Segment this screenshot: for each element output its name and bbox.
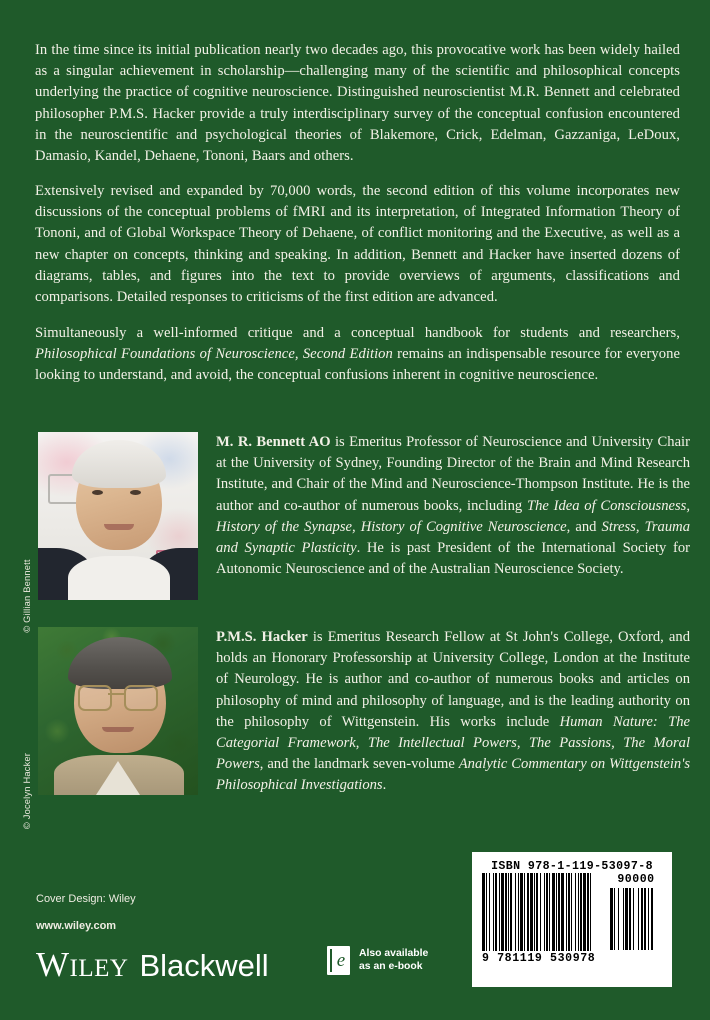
portrait-eye-left — [92, 490, 103, 495]
bio-bennett-part3: . He is past President of the International Society for Autonomic Neuroscience and of the Australian Neuroscience Society. — [216, 540, 691, 578]
barcode-addon — [610, 873, 662, 951]
book-title-italic: Philosophical Foundations of Neuroscience, Second Edition — [35, 346, 393, 363]
blurb-paragraph-2: Extensively revised and expanded by 70,000 words, the second edition of this volume incorporates new discussions of the conceptual problems of fMRI and its interpretation, of Integrated Information Theory of Tononi, and of Global Workspace Theory of Dehaene, of conflict monitoring and the Executive, as well as a new chapter on concepts, thinking and speaking. In addition, Bennett and Hacker have inserted dozens of diagrams, tables, and figures into the text to provide overviews of arguments, classifications and comparisons. Detailed responses to criticisms of the first edition are advanced. — [35, 183, 680, 306]
publisher-logo-blackwell: Blackwell — [139, 948, 269, 983]
bio-text-hacker — [198, 627, 690, 797]
ebook-icon — [327, 946, 350, 975]
bio-hacker-part3: . — [382, 777, 387, 794]
blurb-paragraph-1: In the time since its initial publication nearly two decades ago, this provocative work has been widely hailed as a singular achievement in scholarship—challenging many of the scientific and philosophical concepts underlying the practice of cognitive neuroscience. Distinguished neuroscientist M.R. Bennett and celebrated philosopher P.M.S. Hacker provide a truly interdisciplinary survey of the conceptual confusion encountered in the neuroscientific and psychological theories of Blakemore, Crick, Edelman, Gazzaniga, LeDoux, Damasio, Kandel, Dehaene, Tononi, Baars and others. — [35, 42, 680, 165]
blurb-p3-text-after: remains an indispensable resource for everyone looking to understand, and avoid, the conceptual confusions inherent in cognitive neuroscience. — [35, 346, 680, 384]
barcode-digits: 9 781119 530978 — [482, 952, 596, 965]
bio-hacker-part1: is Emeritus Research Fellow at St John's College, Oxford, and holds an Honorary Professorship at University College, London at the Institute of Neurology. He is author and co-author of numerous books and articles on philosophy of mind and philosophy of language, and is the leading authority on the philosophy of Wittgenstein. His works include — [216, 629, 690, 730]
ebook-badge-line1: Also available — [359, 947, 429, 959]
isbn-label: ISBN 978-1-119-53097-8 — [491, 860, 653, 873]
author-name-hacker: P.M.S. Hacker — [216, 629, 308, 645]
blurb-paragraph-3 — [35, 323, 680, 387]
portrait-mouth — [104, 524, 134, 530]
author-name-bennett: M. R. Bennett AO — [216, 434, 331, 450]
bio-bennett-part1: is Emeritus Professor of Neuroscience and University Chair at the University of Sydney, Founding Director of the Brain and Mind Research Institute, and Chair of the Mind and Neuroscience-Thompson Institute. He is the author and co-author of numerous books, including — [216, 434, 690, 514]
author-photo-hacker — [38, 627, 198, 795]
cover-design-credit: Cover Design: Wiley — [36, 893, 136, 905]
ebook-badge-line2: as an e-book — [359, 960, 423, 972]
barcode-addon-bars — [610, 888, 662, 950]
photo-credit-bennett — [18, 432, 38, 633]
bennett-portrait-image — [38, 432, 198, 600]
portrait-hair — [68, 637, 172, 689]
whiteboard-mark — [44, 442, 90, 444]
whiteboard-mark — [42, 520, 70, 522]
ebook-icon-letter: e — [336, 949, 346, 971]
ebook-badge — [327, 946, 428, 975]
blurb-p3-text-before: Simultaneously a well-informed critique and a conceptual handbook for students and researchers, — [35, 325, 680, 341]
barcode-body — [472, 873, 672, 951]
hacker-portrait-image — [38, 627, 198, 795]
portrait-mouth — [102, 727, 134, 732]
ebook-badge-label — [359, 948, 428, 973]
photo-credit-bennett-text: © Gillian Bennett — [22, 559, 32, 633]
portrait-glasses-right-lens — [124, 685, 158, 711]
bio-hacker-titles-2: Analytic Commentary on Wittgenstein's Philosophical Investigations — [216, 756, 690, 794]
publisher-logo — [36, 947, 269, 982]
portrait-eye-right — [130, 490, 141, 495]
bio-hacker-titles-1: Human Nature: The Categorial Framework, The Intellectual Powers, The Passions, The Moral Powers — [216, 713, 690, 773]
barcode-main — [482, 873, 602, 951]
bio-hacker-part2: , and the landmark seven-volume — [259, 756, 459, 773]
photo-credit-hacker — [18, 627, 38, 830]
whiteboard-mark — [44, 450, 78, 452]
publisher-website[interactable]: www.wiley.com — [36, 920, 117, 932]
isbn-barcode — [472, 852, 672, 987]
barcode-main-bars — [482, 873, 602, 951]
bio-text-bennett — [198, 432, 690, 580]
author-photo-bennett — [38, 432, 198, 600]
bio-bennett-titles-2: Stress, Trauma and Synaptic Plasticity — [216, 518, 690, 557]
photo-credit-hacker-text: © Jocelyn Hacker — [22, 752, 32, 830]
bio-bennett-titles-1: The Idea of Consciousness, History of the Synapse, History of Cognitive Neuroscience — [216, 497, 690, 535]
publisher-logo-wiley: Wiley — [36, 945, 129, 984]
portrait-glasses-bridge — [108, 693, 124, 695]
author-bio-hacker — [18, 627, 690, 830]
portrait-shirt — [68, 556, 170, 600]
bio-bennett-part2: , and — [566, 518, 602, 535]
portrait-glasses-left-lens — [78, 685, 112, 711]
whiteboard-mark — [138, 440, 190, 442]
author-bio-bennett — [18, 432, 691, 633]
barcode-addon-value: 90000 — [617, 873, 655, 886]
